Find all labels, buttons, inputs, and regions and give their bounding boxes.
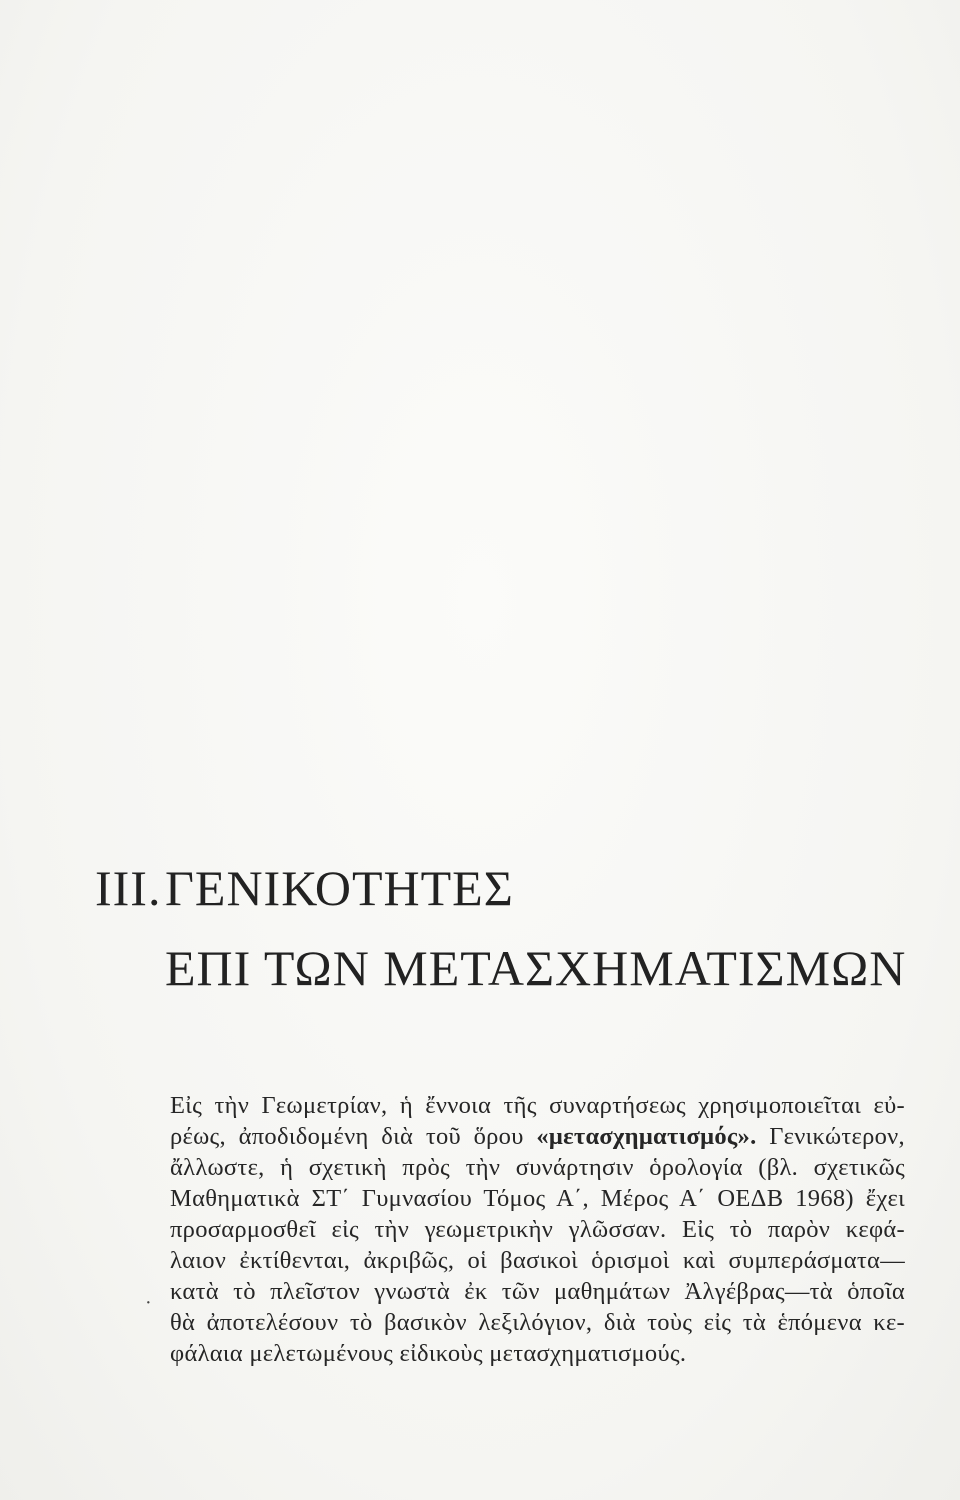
body-line-9: φάλαια μελετωμένους εἰδικοὺς μετασχηματισμούς. (170, 1340, 687, 1367)
body-line-7: κατὰ τὸ πλεῖστον γνωστὰ ἐκ τῶν μαθημάτων Ἀλγέβρας—τὰ ὁποῖα (170, 1278, 905, 1305)
body-line-2-end: Γενικώτερον, (769, 1123, 905, 1150)
body-line-1: Εἰς τὴν Γεωμετρίαν, ἡ ἔννοια τῆς συναρτήσεως χρησιμοποιεῖται εὐ- (170, 1092, 905, 1119)
margin-mark: · (145, 1292, 152, 1314)
body-paragraph (170, 1090, 905, 1369)
body-line-6: λαιον ἐκτίθενται, ἀκριβῶς, οἱ βασικοὶ ὁρισμοὶ καὶ συμπεράσματα— (170, 1247, 905, 1274)
chapter-title-line-2: ΕΠΙ ΤΩΝ ΜΕΤΑΣΧΗΜΑΤΙΣΜΩΝ (165, 940, 907, 996)
body-line-8: θὰ ἀποτελέσουν τὸ βασικὸν λεξιλόγιον, διὰ τοὺς εἰς τὰ ἑπόμενα κε- (170, 1309, 905, 1336)
body-line-5: προσαρμοσθεῖ εἰς τὴν γεωμετρικὴν γλῶσσαν. Εἰς τὸ παρὸν κεφά- (170, 1216, 905, 1243)
body-line-2-start: ρέως, ἀποδιδομένη διὰ τοῦ ὅρου (170, 1123, 524, 1150)
emphasis-term: «μετασχηματισμός». (536, 1123, 757, 1150)
chapter-heading (95, 848, 915, 1008)
body-line-4: Μαθηματικὰ ΣΤ΄ Γυμνασίου Τόμος Α΄, Μέρος Α΄ ΟΕΔΒ 1968) ἔχει (170, 1185, 905, 1212)
chapter-title-part-1: ΓΕΝΙΚΟΤΗΤΕΣ (165, 860, 514, 916)
body-line-2 (170, 1121, 905, 1152)
chapter-number: III. (95, 860, 162, 916)
chapter-title-line-1 (95, 848, 915, 928)
body-line-3: ἄλλωστε, ἡ σχετικὴ πρὸς τὴν συνάρτησιν ὁρολογία (βλ. σχετικῶς (170, 1154, 905, 1181)
